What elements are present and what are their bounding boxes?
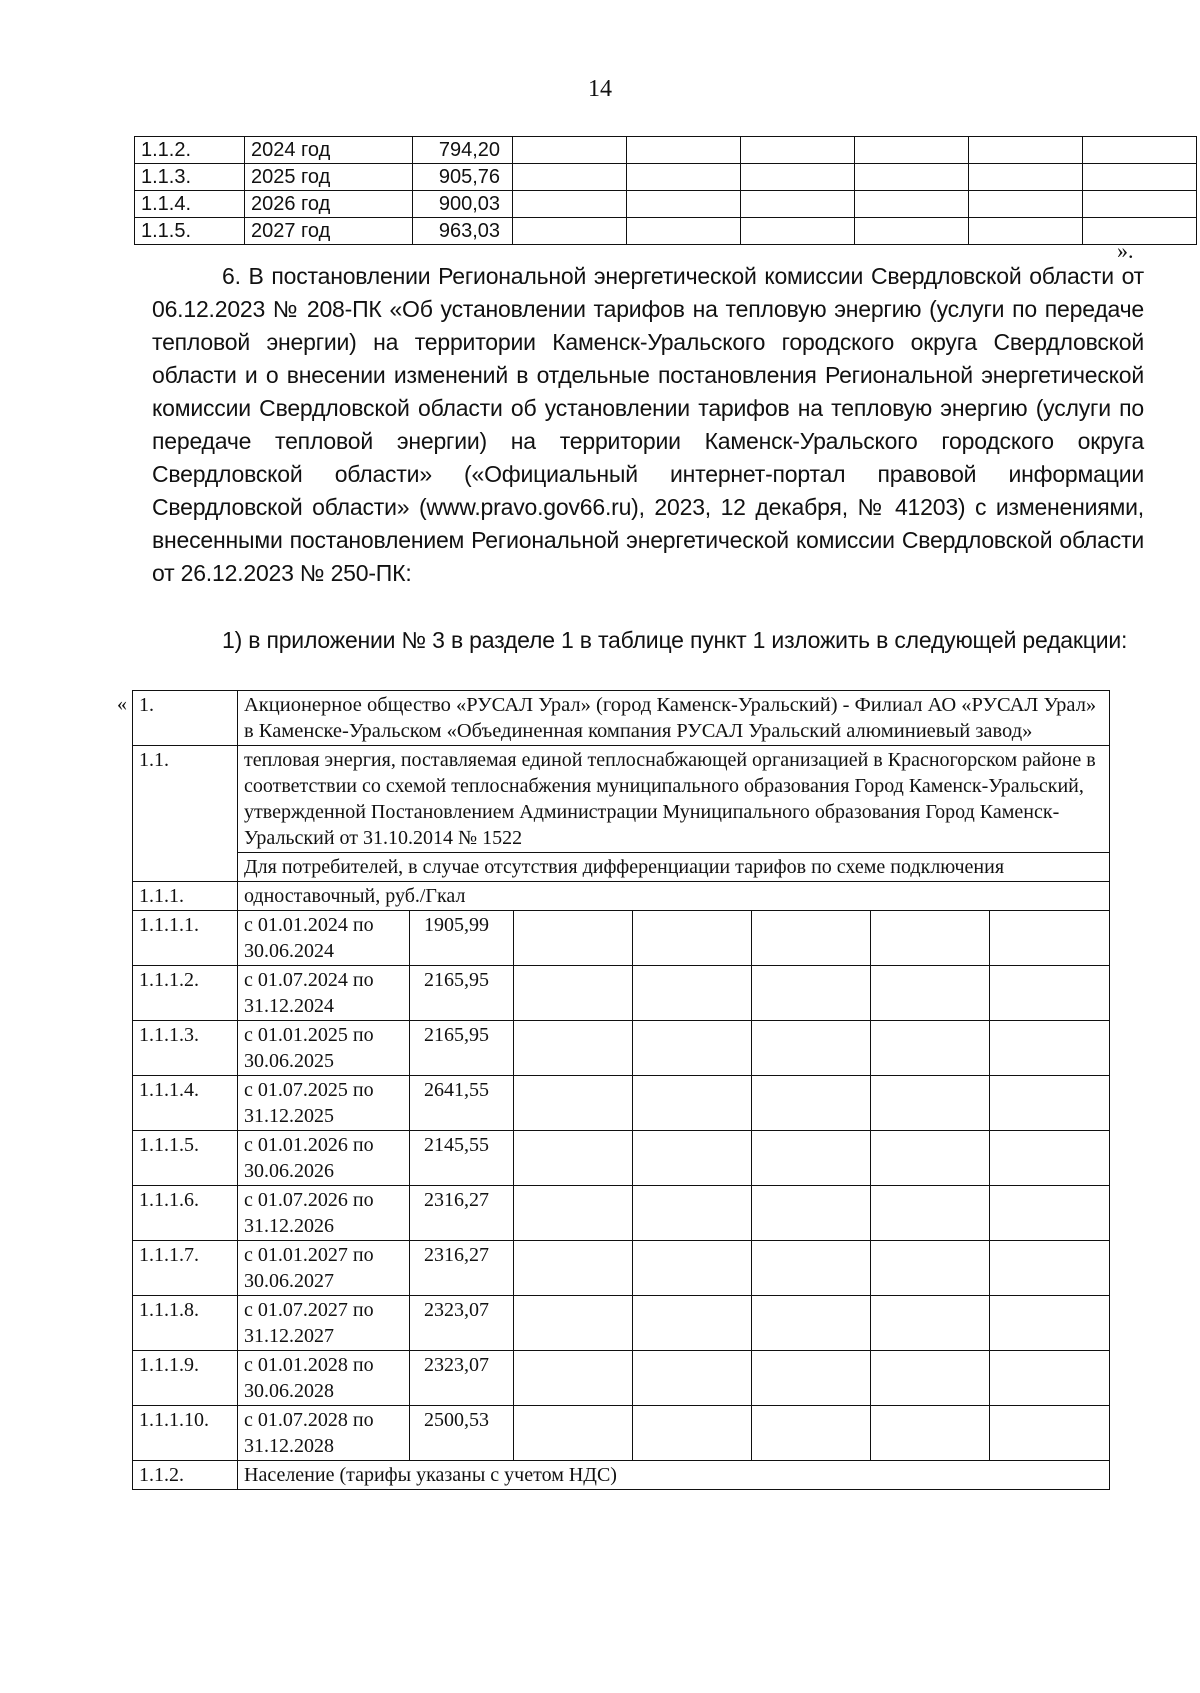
empty-cell — [1083, 218, 1197, 245]
rate-num: 1.1.1. — [133, 882, 238, 911]
empty-cell — [752, 1241, 871, 1296]
empty-cell — [969, 137, 1083, 164]
empty-cell — [990, 966, 1110, 1021]
cell-num: 1.1.1.3. — [133, 1021, 238, 1076]
closing-quote: ». — [1117, 238, 1134, 263]
org-row — [133, 691, 1110, 746]
cell-year: 2024 год — [245, 137, 413, 164]
cell-value: 2145,55 — [410, 1131, 514, 1186]
cell-value: 963,03 — [413, 218, 513, 245]
empty-cell — [741, 164, 855, 191]
empty-cell — [752, 1021, 871, 1076]
cell-num: 1.1.1.6. — [133, 1186, 238, 1241]
empty-cell — [633, 1186, 752, 1241]
cell-num: 1.1.3. — [135, 164, 245, 191]
cell-num: 1.1.4. — [135, 191, 245, 218]
cell-period: с 01.01.2027 по 30.06.2027 — [238, 1241, 410, 1296]
empty-cell — [514, 1021, 633, 1076]
consumers-text: Для потребителей, в случае отсутствия дифференциации тарифов по схеме подключения — [238, 853, 1110, 882]
empty-cell — [752, 966, 871, 1021]
cell-value: 2316,27 — [410, 1241, 514, 1296]
pop-num: 1.1.2. — [133, 1461, 238, 1490]
table-row — [133, 1351, 1110, 1406]
empty-cell — [1083, 137, 1197, 164]
paragraph-6: 6. В постановлении Региональной энергетической комиссии Свердловской области от 06.12.2023 № 208-ПК «Об установлении тарифов на тепловую энергию (услуги по передаче тепловой энергии) на территории Каменск-Уральского городского округа Свердловской области и о внесении изменений в отдельные постановления Региональной энергетической комиссии Свердловской области об установлении тарифов на тепловую энергию (услуги по передаче тепловой энергии) на территории Каменск-Уральского городского округа Свердловской области» («Официальный интернет-портал правовой информации Свердловской области» (www.pravo.gov66.ru), 2023, 12 декабря, № 41203) с изменениями, внесенными постановлением Региональной энергетической комиссии Свердловской области от 26.12.2023 № 250-ПК: — [152, 263, 1144, 586]
empty-cell — [633, 1241, 752, 1296]
empty-cell — [990, 1021, 1110, 1076]
cell-value: 900,03 — [413, 191, 513, 218]
empty-cell — [871, 1351, 990, 1406]
empty-cell — [752, 1186, 871, 1241]
cell-num: 1.1.1.7. — [133, 1241, 238, 1296]
empty-cell — [514, 1406, 633, 1461]
empty-cell — [871, 1076, 990, 1131]
table-row — [133, 1241, 1110, 1296]
empty-cell — [513, 164, 627, 191]
empty-cell — [990, 1406, 1110, 1461]
cell-value: 2316,27 — [410, 1186, 514, 1241]
consumers-row — [133, 853, 1110, 882]
table-row — [133, 1296, 1110, 1351]
empty-cell — [633, 1131, 752, 1186]
cell-num: 1.1.1.9. — [133, 1351, 238, 1406]
empty-cell — [871, 1131, 990, 1186]
cell-num: 1.1.5. — [135, 218, 245, 245]
empty-cell — [752, 1296, 871, 1351]
cell-value: 2323,07 — [410, 1296, 514, 1351]
empty-cell — [990, 1241, 1110, 1296]
empty-cell — [871, 1241, 990, 1296]
empty-cell — [752, 1131, 871, 1186]
empty-cell — [990, 1186, 1110, 1241]
cell-value: 2165,95 — [410, 1021, 514, 1076]
empty-cell — [990, 911, 1110, 966]
cell-period: с 01.07.2026 по 31.12.2026 — [238, 1186, 410, 1241]
cell-period: с 01.01.2025 по 30.06.2025 — [238, 1021, 410, 1076]
empty-cell — [633, 966, 752, 1021]
table-row — [133, 1406, 1110, 1461]
empty-cell — [741, 218, 855, 245]
cell-num: 1.1.1.2. — [133, 966, 238, 1021]
empty-cell — [633, 1406, 752, 1461]
table-row — [133, 911, 1110, 966]
rate-row — [133, 882, 1110, 911]
empty-cell — [855, 218, 969, 245]
table-row — [133, 1021, 1110, 1076]
cell-year: 2027 год — [245, 218, 413, 245]
empty-cell — [969, 218, 1083, 245]
rate-text: одноставочный, руб./Гкал — [238, 882, 1110, 911]
empty-cell — [627, 164, 741, 191]
table-row — [133, 966, 1110, 1021]
empty-cell — [627, 137, 741, 164]
empty-cell — [871, 1296, 990, 1351]
empty-cell — [514, 1296, 633, 1351]
empty-cell — [514, 1076, 633, 1131]
sub-row — [133, 746, 1110, 853]
cell-year: 2025 год — [245, 164, 413, 191]
empty-cell — [741, 137, 855, 164]
table-row — [135, 218, 1197, 245]
empty-cell — [990, 1296, 1110, 1351]
paragraph-1: 1) в приложении № 3 в разделе 1 в таблице пункт 1 изложить в следующей редакции: — [222, 627, 1128, 653]
table-row — [133, 1186, 1110, 1241]
empty-cell — [990, 1076, 1110, 1131]
table-row — [135, 137, 1197, 164]
empty-cell — [990, 1131, 1110, 1186]
cell-period: с 01.01.2028 по 30.06.2028 — [238, 1351, 410, 1406]
empty-cell — [633, 911, 752, 966]
empty-cell — [871, 1406, 990, 1461]
empty-cell — [633, 1351, 752, 1406]
empty-cell — [514, 966, 633, 1021]
empty-cell — [752, 1076, 871, 1131]
cell-num: 1.1.1.1. — [133, 911, 238, 966]
bottom-tariff-table — [132, 690, 1110, 1490]
cell-num: 1.1.1.4. — [133, 1076, 238, 1131]
cell-value: 2641,55 — [410, 1076, 514, 1131]
cell-year: 2026 год — [245, 191, 413, 218]
empty-cell — [871, 1186, 990, 1241]
empty-cell — [855, 137, 969, 164]
top-tariff-table — [134, 136, 1197, 245]
sub-num: 1.1. — [133, 746, 238, 882]
empty-cell — [871, 1021, 990, 1076]
empty-cell — [514, 911, 633, 966]
table-row — [133, 1131, 1110, 1186]
table-row — [135, 191, 1197, 218]
cell-num: 1.1.1.10. — [133, 1406, 238, 1461]
page-number: 14 — [588, 76, 612, 102]
empty-cell — [633, 1021, 752, 1076]
cell-period: с 01.07.2025 по 31.12.2025 — [238, 1076, 410, 1131]
cell-period: с 01.01.2026 по 30.06.2026 — [238, 1131, 410, 1186]
cell-value: 2165,95 — [410, 966, 514, 1021]
population-row — [133, 1461, 1110, 1490]
empty-cell — [1083, 191, 1197, 218]
empty-cell — [752, 911, 871, 966]
cell-value: 2323,07 — [410, 1351, 514, 1406]
cell-period: с 01.01.2024 по 30.06.2024 — [238, 911, 410, 966]
empty-cell — [969, 164, 1083, 191]
empty-cell — [741, 191, 855, 218]
cell-value: 2500,53 — [410, 1406, 514, 1461]
sub-text: тепловая энергия, поставляемая единой теплоснабжающей организацией в Красногорском районе в соответствии со схемой теплоснабжения муниципального образования Город Каменск-Уральский, утвержденной Постановлением Администрации Муниципального образования Город Каменск-Уральский от 31.10.2014 № 1522 — [238, 746, 1110, 853]
empty-cell — [513, 191, 627, 218]
empty-cell — [633, 1296, 752, 1351]
cell-value: 905,76 — [413, 164, 513, 191]
empty-cell — [514, 1131, 633, 1186]
table-row — [133, 1076, 1110, 1131]
pop-text: Население (тарифы указаны с учетом НДС) — [238, 1461, 1110, 1490]
cell-period: с 01.07.2028 по 31.12.2028 — [238, 1406, 410, 1461]
empty-cell — [513, 218, 627, 245]
empty-cell — [1083, 164, 1197, 191]
opening-quote: « — [117, 693, 127, 715]
empty-cell — [855, 164, 969, 191]
cell-num: 1.1.1.5. — [133, 1131, 238, 1186]
empty-cell — [871, 966, 990, 1021]
empty-cell — [627, 218, 741, 245]
org-num: 1. — [133, 691, 238, 746]
empty-cell — [990, 1351, 1110, 1406]
empty-cell — [752, 1351, 871, 1406]
empty-cell — [969, 191, 1083, 218]
table-row — [135, 164, 1197, 191]
empty-cell — [871, 911, 990, 966]
empty-cell — [627, 191, 741, 218]
empty-cell — [514, 1351, 633, 1406]
cell-value: 1905,99 — [410, 911, 514, 966]
cell-period: с 01.07.2024 по 31.12.2024 — [238, 966, 410, 1021]
cell-num: 1.1.2. — [135, 137, 245, 164]
empty-cell — [513, 137, 627, 164]
empty-cell — [514, 1186, 633, 1241]
cell-value: 794,20 — [413, 137, 513, 164]
empty-cell — [752, 1406, 871, 1461]
cell-num: 1.1.1.8. — [133, 1296, 238, 1351]
cell-period: с 01.07.2027 по 31.12.2027 — [238, 1296, 410, 1351]
org-name: Акционерное общество «РУСАЛ Урал» (город Каменск-Уральский) - Филиал АО «РУСАЛ Урал» в Каменске-Уральском «Объединенная компания РУСАЛ Уральский алюминиевый завод» — [238, 691, 1110, 746]
empty-cell — [514, 1241, 633, 1296]
empty-cell — [855, 191, 969, 218]
empty-cell — [633, 1076, 752, 1131]
